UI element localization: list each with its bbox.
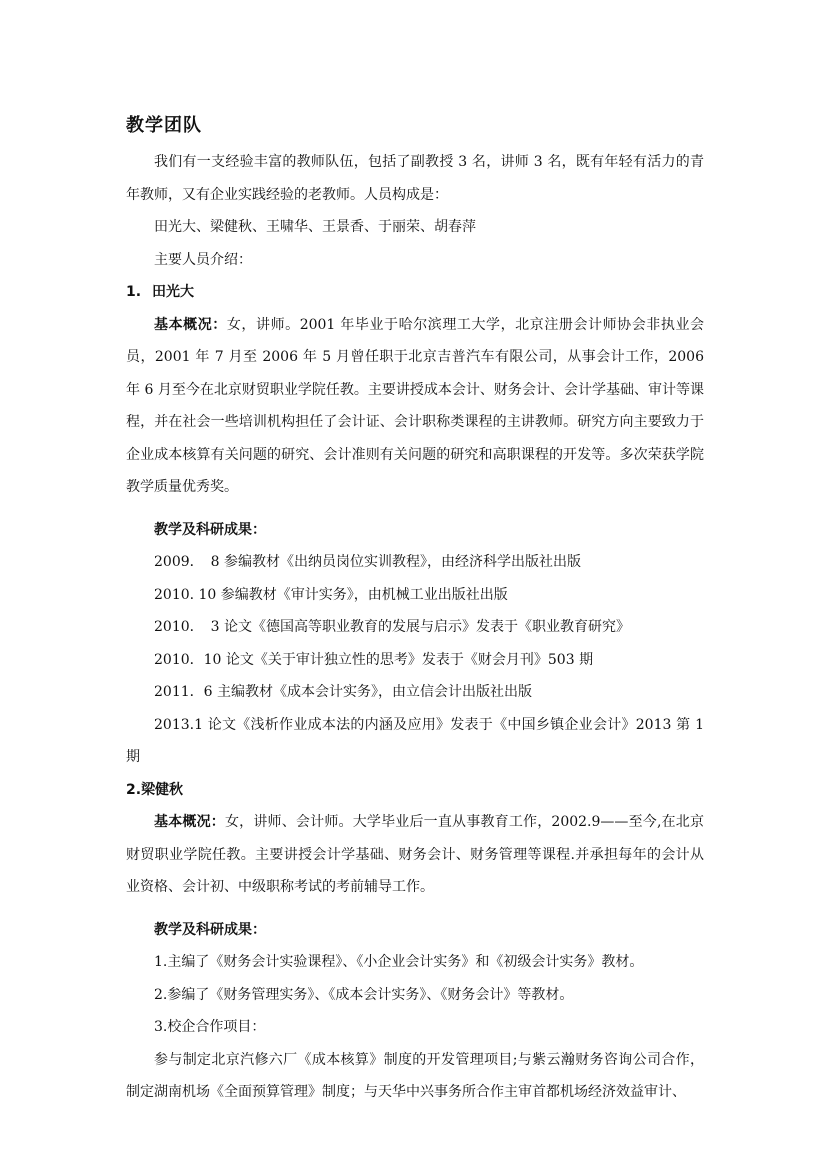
result-item: 2013.1 论文《浅析作业成本法的内涵及应用》发表于《中国乡镇企业会计》2013 第 1 期: [126, 716, 704, 765]
person-name: 梁健秋: [141, 781, 184, 798]
person-name: 田光大: [152, 284, 194, 300]
members-list: 田光大、梁健秋、王啸华、王景香、于丽荣、胡春萍: [154, 219, 476, 235]
main-intro: 主要人员介绍：: [154, 251, 252, 268]
intro-paragraph: 我们有一支经验丰富的教师队伍，包括了副教授 3 名，讲师 3 名，既有年轻有活力的青年教师，又有企业实践经验的老教师。人员构成是：: [126, 154, 704, 203]
result-item: 2011．6 主编教材《成本会计实务》，由立信会计出版社出版: [154, 684, 532, 700]
person-heading: [126, 276, 704, 309]
page-title: 教学团队: [126, 115, 202, 136]
results-list: [126, 546, 704, 774]
person-number: 1.: [126, 284, 142, 300]
results-label: 教学及科研成果：: [154, 521, 266, 538]
overview-text: 女，讲师、会计师。大学毕业后一直从事教育工作，2002.9——至今,在北京财贸职业学院任教。主要讲授会计学基础、财务会计、财务管理等课程.并承担每年的会计从业资格、会计初、中级职称考试的考前辅导工作。: [126, 814, 705, 895]
results-list: [126, 946, 704, 1109]
person-number: 2.: [126, 781, 142, 798]
result-item: 2010． 3 论文《德国高等职业教育的发展与启示》发表于《职业教育研究》: [154, 619, 630, 635]
overview-label: 基本概况：: [154, 316, 227, 333]
overview-paragraph: [126, 309, 704, 504]
result-item: 2010. 10 参编教材《审计实务》，由机械工业出版社出版: [154, 586, 508, 603]
result-item: 3.校企合作项目：: [154, 1019, 266, 1035]
overview-text: 女，讲师。2001 年毕业于哈尔滨理工大学，北京注册会计师协会非执业会员，2001 年 7 月至 2006 年 5 月曾任职于北京吉普汽车有限公司，从事会计工作，2006 年 6 月至今在北京财贸职业学院任教。主要讲授成本会计、财务会计、会计学基础、审计等课程，并在社会一些培训机构担任了会计证、会计职称类课程的主讲教师。研究方向主要致力于企业成本核算有关问题的研究、会计准则有关问题的研究和高职课程的开发等。多次荣获学院教学质量优秀奖。: [126, 316, 705, 495]
results-label: 教学及科研成果：: [154, 921, 266, 938]
overview-paragraph: [126, 806, 704, 904]
result-item: 2.参编了《财务管理实务》、《成本会计实务》、《财务会计》等教材。: [154, 986, 574, 1003]
result-item: 2009． 8 参编教材《出纳员岗位实训教程》，由经济科学出版社出版: [154, 554, 581, 570]
overview-label: 基本概况：: [154, 814, 225, 830]
result-item: 2010．10 论文《关于审计独立性的思考》发表于《财会月刊》503 期: [154, 651, 594, 668]
result-item: 参与制定北京汽修六厂《成本核算》制度的开发管理项目;与紫云瀚财务咨询公司合作，制定湖南机场《全面预算管理》制度；与天华中兴事务所合作主审首都机场经济效益审计、: [126, 1051, 704, 1100]
person-heading: [126, 774, 704, 807]
result-item: 1.主编了《财务会计实验课程》、《小企业会计实务》和《初级会计实务》教材。: [154, 954, 644, 970]
document-body: [126, 146, 704, 1109]
